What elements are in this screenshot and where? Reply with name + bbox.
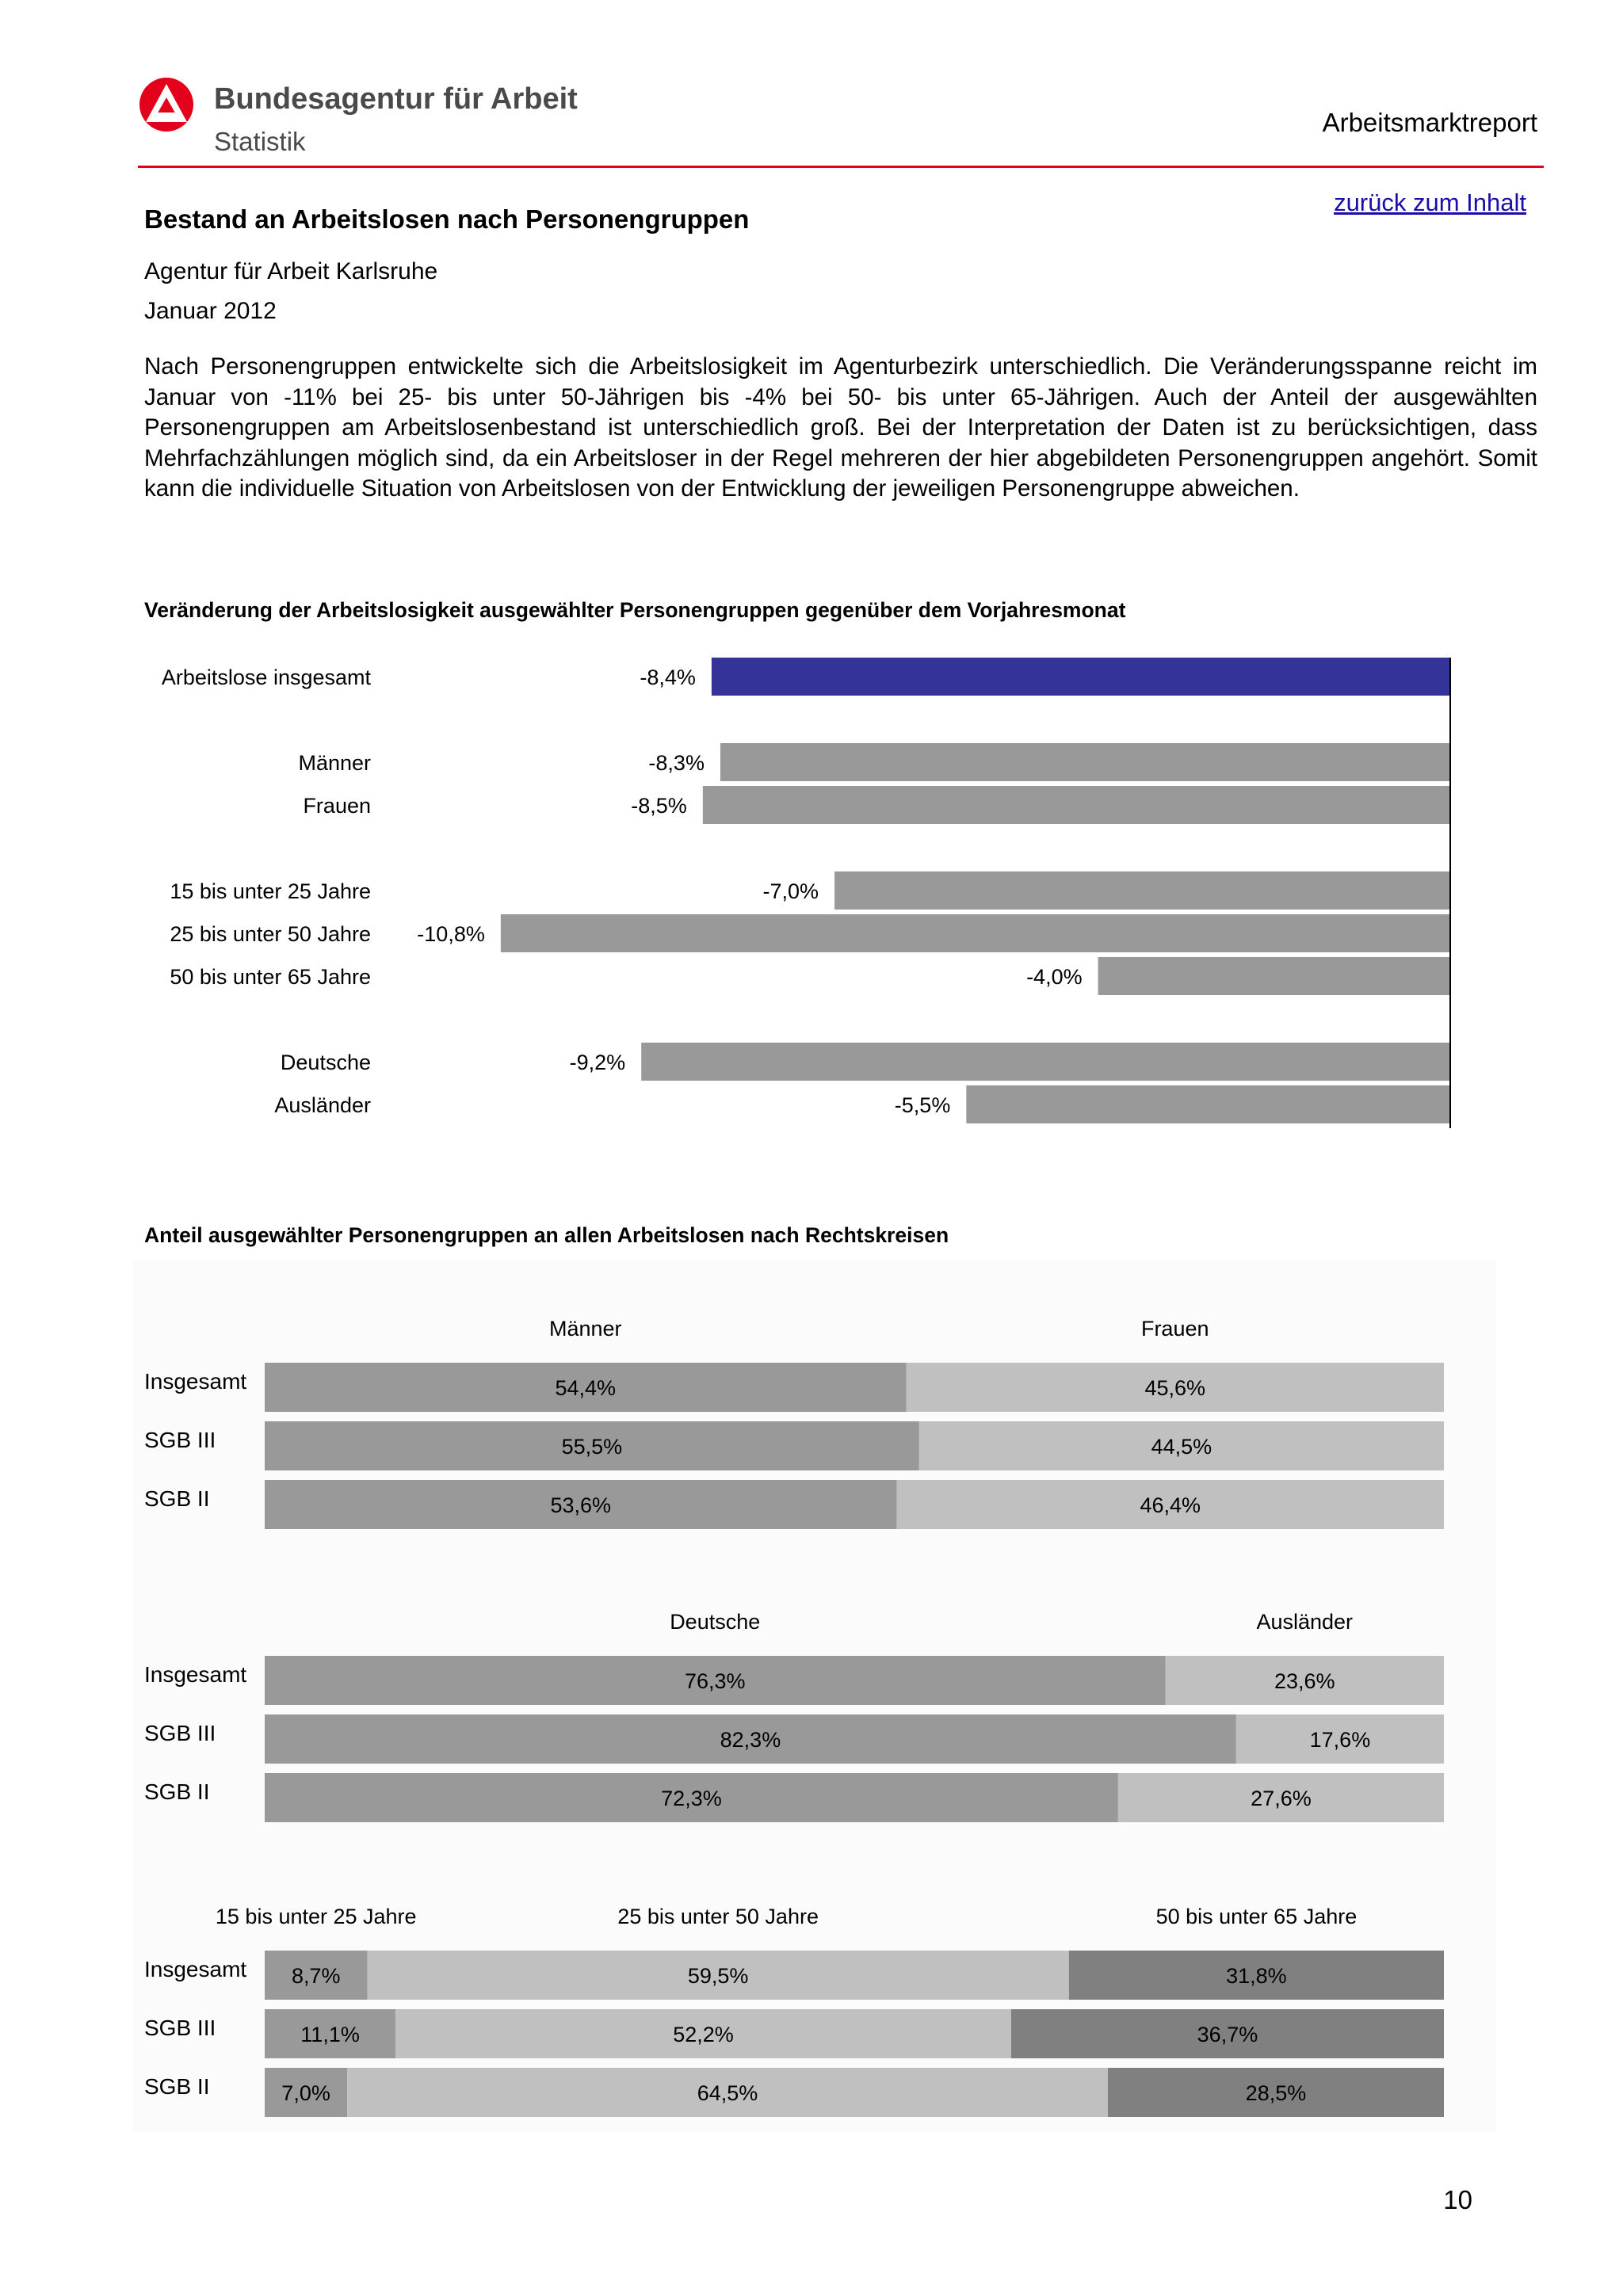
share-row-label: SGB III [144, 1721, 216, 1745]
share-series-label: 25 bis unter 50 Jahre [617, 1905, 819, 1928]
share-series-label: Deutsche [670, 1610, 761, 1634]
share-series-label: 50 bis unter 65 Jahre [1155, 1905, 1358, 1928]
share-value-label: 44,5% [1151, 1435, 1212, 1459]
change-bar [703, 786, 1449, 824]
change-category-label: Arbeitslose insgesamt [161, 666, 371, 689]
share-value-label: 17,6% [1309, 1728, 1371, 1752]
change-category-label: 50 bis unter 65 Jahre [170, 965, 371, 989]
change-bar [834, 871, 1449, 910]
change-category-label: Ausländer [274, 1093, 371, 1117]
report-month: Januar 2012 [144, 298, 277, 324]
share-stacked-chart [133, 1260, 1496, 2131]
change-value-label: -8,4% [640, 666, 696, 689]
ba-logo-icon [138, 76, 195, 133]
share-row-label: SGB II [144, 1486, 210, 1511]
share-value-label: 76,3% [684, 1669, 746, 1693]
change-bar-chart [133, 634, 1480, 1141]
change-value-label: -9,2% [569, 1051, 626, 1074]
share-value-label: 46,4% [1140, 1493, 1201, 1517]
change-bar [720, 743, 1449, 781]
org-name: Bundesagentur für Arbeit [214, 82, 578, 116]
share-row-label: SGB II [144, 2074, 210, 2099]
share-value-label: 31,8% [1226, 1964, 1287, 1988]
share-value-label: 36,7% [1197, 2023, 1258, 2046]
share-value-label: 55,5% [561, 1435, 623, 1459]
share-value-label: 59,5% [687, 1964, 749, 1988]
share-series-label: Männer [548, 1317, 622, 1341]
change-bar [712, 658, 1449, 696]
share-value-label: 52,2% [673, 2023, 734, 2046]
share-value-label: 11,1% [300, 2023, 360, 2046]
change-bar [641, 1043, 1449, 1081]
share-series-label: Ausländer [1256, 1610, 1354, 1634]
change-value-label: -4,0% [1026, 965, 1083, 989]
share-value-label: 82,3% [720, 1728, 781, 1752]
share-value-label: 27,6% [1251, 1787, 1312, 1810]
change-bar [501, 914, 1449, 952]
change-category-label: Frauen [303, 794, 371, 818]
share-row-label: SGB III [144, 1428, 216, 1452]
change-value-label: -5,5% [894, 1093, 951, 1117]
back-to-contents-link[interactable]: zurück zum Inhalt [1334, 189, 1526, 216]
change-bar [966, 1085, 1449, 1123]
change-category-label: 25 bis unter 50 Jahre [170, 922, 371, 946]
agency-name: Agentur für Arbeit Karlsruhe [144, 258, 438, 284]
share-value-label: 53,6% [550, 1493, 612, 1517]
share-value-label: 54,4% [555, 1376, 617, 1400]
share-row-label: SGB III [144, 2016, 216, 2040]
change-value-label: -8,3% [648, 751, 705, 775]
share-value-label: 8,7% [291, 1964, 341, 1988]
change-value-label: -10,8% [417, 922, 485, 946]
share-row-label: Insgesamt [144, 1369, 247, 1394]
share-value-label: 72,3% [661, 1787, 722, 1810]
org-subtitle: Statistik [214, 127, 306, 156]
intro-paragraph: Nach Personengruppen entwickelte sich die Arbeitslosigkeit im Agenturbezirk unterschiedlich. Die Veränderungsspanne reicht im Januar von -11% bei 25- bis unter 50-Jährigen bis -4% bei 50- bis unter 65-Jährigen. Auch der Anteil der ausgewählten Personengruppen am Arbeitslosenbestand ist unterschiedlich groß. Bei der Interpretation der Daten ist zu berücksichtigen, dass Mehrfachzählungen möglich sind, da ein Arbeitsloser in der Regel mehreren der hier abgebildeten Personengruppen angehört. Somit kann die individuelle Situation von Arbeitslosen von der Entwicklung der jeweiligen Personengruppe abweichen. [144, 353, 1537, 502]
share-value-label: 45,6% [1144, 1376, 1206, 1400]
share-row-label: Insgesamt [144, 1662, 247, 1687]
page-title: Bestand an Arbeitslosen nach Personengruppen [144, 204, 750, 234]
change-value-label: -7,0% [762, 879, 819, 903]
change-value-label: -8,5% [631, 794, 687, 818]
share-value-label: 23,6% [1274, 1669, 1335, 1693]
share-value-label: 28,5% [1245, 2081, 1307, 2105]
share-series-label: 15 bis unter 25 Jahre [215, 1905, 417, 1928]
change-category-label: 15 bis unter 25 Jahre [170, 879, 371, 903]
change-category-label: Deutsche [280, 1051, 371, 1074]
page-number: 10 [1443, 2185, 1472, 2214]
share-series-label: Frauen [1140, 1317, 1209, 1341]
chart1-title: Veränderung der Arbeitslosigkeit ausgewählter Personengruppen gegenüber dem Vorjahresmonat [144, 598, 1126, 622]
chart2-title: Anteil ausgewählter Personengruppen an allen Arbeitslosen nach Rechtskreisen [144, 1223, 949, 1247]
header-divider [138, 166, 1544, 168]
report-title: Arbeitsmarktreport [1322, 108, 1537, 137]
share-value-label: 7,0% [281, 2081, 330, 2105]
share-value-label: 64,5% [697, 2081, 758, 2105]
change-bar [1098, 957, 1449, 995]
share-row-label: SGB II [144, 1779, 210, 1804]
share-row-label: Insgesamt [144, 1957, 247, 1981]
change-category-label: Männer [298, 751, 371, 775]
